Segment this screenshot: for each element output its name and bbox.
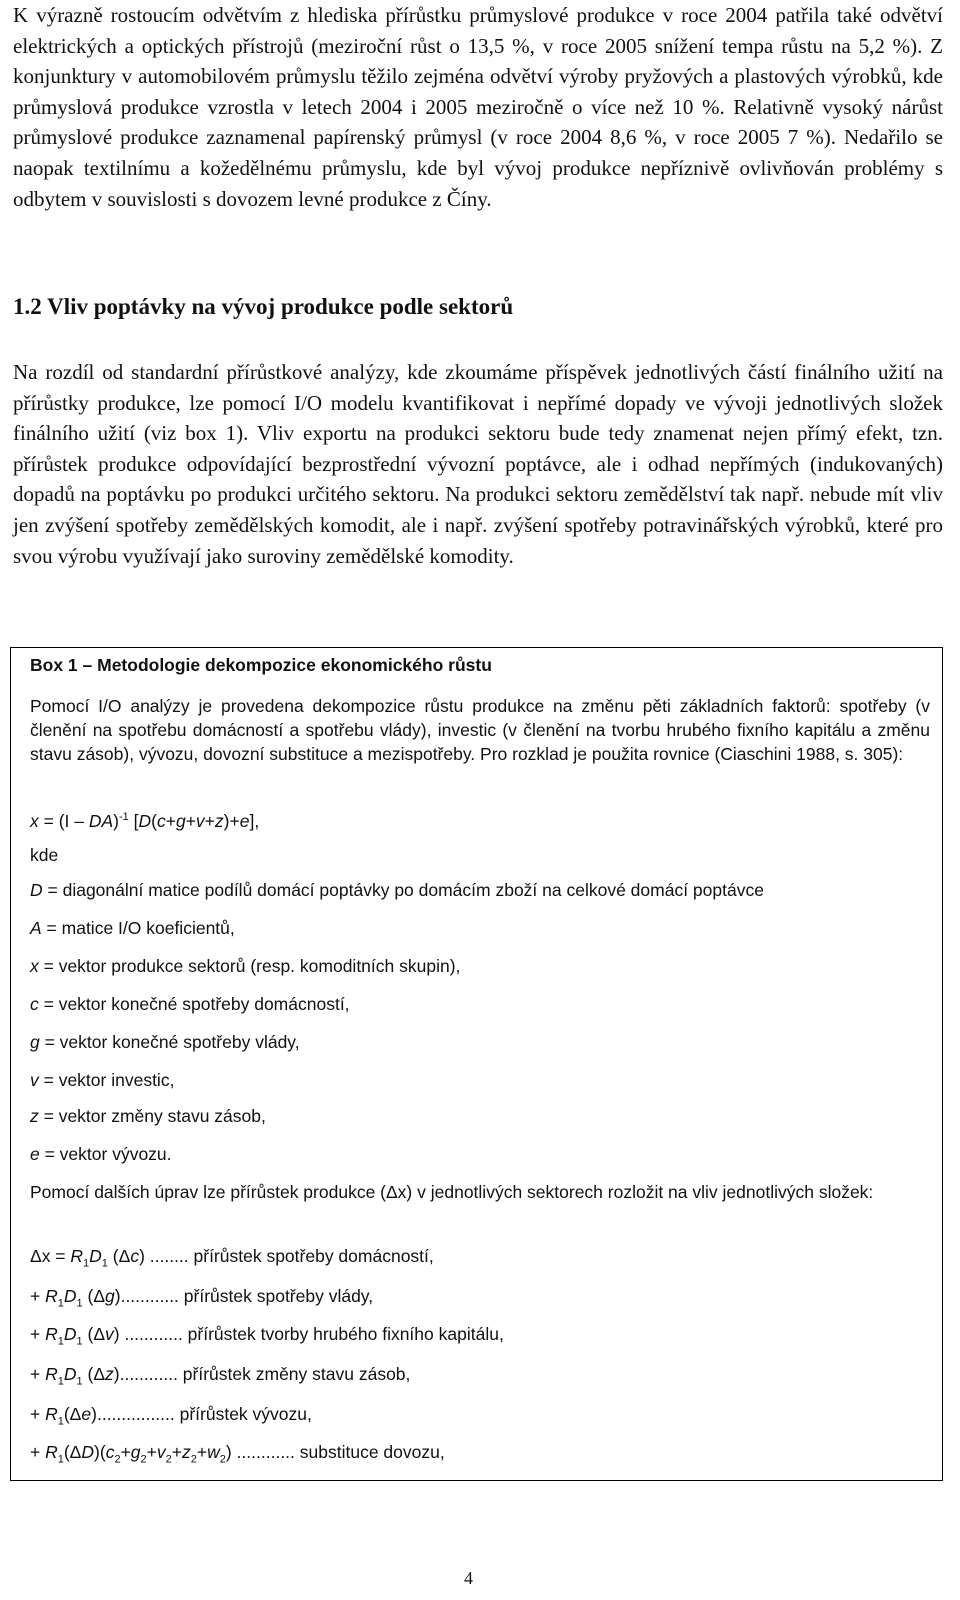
- intro-paragraph: K výrazně rostoucím odvětvím z hlediska přírůstku průmyslové produkce v roce 2004 patřila také odvětví elektrických a optických přístrojů (meziroční růst o 13,5 %, v roce 2005 snížení tempa růstu na 5,2 %). Z konjunktury v automobilovém průmyslu těžilo zejména odvětví výroby pryžových a plastových výrobků, kde průmyslová produkce vzrostla v letech 2004 i 2005 meziročně o více než 10 %. Relativně vysoký nárůst průmyslové produkce zaznamenal papírenský průmysl (v roce 2004 8,6 %, v roce 2005 7 %). Nedařilo se naopak textilnímu a kožedělnému průmyslu, kde byl vývoj produkce nepříznivě ovlivňován problémy s odbytem v souvislosti s dovozem levné produkce z Číny.: [13, 3, 943, 211]
- decomposition-formula: x = (I – DA)$^{-1}$ [D(c+g+v+z)+e],: [30, 810, 260, 831]
- definition-item: D = diagonální matice podílů domácí poptávky po domácím zboží na celkové domácí poptávce: [30, 880, 764, 900]
- component-line: + $R_1D_1$ (Δz)............ přírůstek změny stavu zásob,: [30, 1364, 411, 1388]
- definition-item: g = vektor konečné spotřeby vlády,: [30, 1032, 300, 1052]
- page-number: 4: [464, 1568, 473, 1588]
- definition-item: z = vektor změny stavu zásob,: [30, 1106, 266, 1126]
- section-paragraph: Na rozdíl od standardní přírůstkové analýzy, kde zkoumáme příspěvek jednotlivých částí finálního užití na přírůstky produkce, lze pomocí I/O modelu kvantifikovat i nepřímé dopady ve vývoji jednotlivých složek finálního užití (viz box 1). Vliv exportu na produkci sektoru bude tedy znamenat nejen přímý efekt, tzn. přírůstek produkce odpovídající bezprostřední vývozní poptávce, ale i odhad nepřímých (indukovaných) dopadů na poptávku po produkci určitého sektoru. Na produkci sektoru zemědělství tak např. nebude mít vliv jen zvýšení spotřeby zemědělských komodit, ale i např. zvýšení spotřeby potravinářských výrobků, které pro svou výrobu využívají jako suroviny zemědělské komodity.: [13, 360, 943, 568]
- formula-where-label: kde: [30, 845, 59, 865]
- component-line: $\Delta x = R_1D_1$ (Δc) ........ přírůstek spotřeby domácností,: [30, 1246, 434, 1270]
- component-line: + $R_1D_1$ (Δg)............ přírůstek spotřeby vlády,: [30, 1286, 374, 1310]
- definition-item: A = matice I/O koeficientů,: [30, 918, 235, 938]
- definition-item: v = vektor investic,: [30, 1070, 175, 1090]
- section-heading: 1.2 Vliv poptávky na vývoj produkce podle sektorů: [13, 294, 514, 319]
- component-line: + $R_1D_1$ (Δv) ............ přírůstek tvorby hrubého fixního kapitálu,: [30, 1324, 504, 1348]
- component-line: + $R_1(\Delta e)$................ přírůstek vývozu,: [30, 1404, 312, 1428]
- box-intro: Pomocí I/O analýzy je provedena dekompozice růstu produkce na změnu pěti základních faktorů: spotřeby (v členění na spotřebu domácností a spotřebu vlády), investic (v členění na tvorbu hrubého fixního kapitálu a změnu stavu zásob), vývozu, dovozní substituce a mezispotřeby. Pro rozklad je použita rovnice (Ciaschini 1988, s. 305):: [30, 696, 930, 764]
- box-title: Box 1 – Metodologie dekompozice ekonomického růstu: [30, 655, 492, 675]
- definition-item: e = vektor vývozu.: [30, 1144, 172, 1164]
- definition-item: c = vektor konečné spotřeby domácností,: [30, 994, 350, 1014]
- import-substitution-line: + $R_1(\Delta D)(c_2+g_2+v_2+z_2+w_2)$ ............ substituce dovozu,: [30, 1442, 445, 1466]
- decomposition-intro: Pomocí dalších úprav lze přírůstek produkce (Δx) v jednotlivých sektorech rozložit na vliv jednotlivých složek:: [30, 1182, 874, 1202]
- methodology-box: [10, 647, 943, 1481]
- definition-item: x = vektor produkce sektorů (resp. komoditních skupin),: [30, 956, 461, 976]
